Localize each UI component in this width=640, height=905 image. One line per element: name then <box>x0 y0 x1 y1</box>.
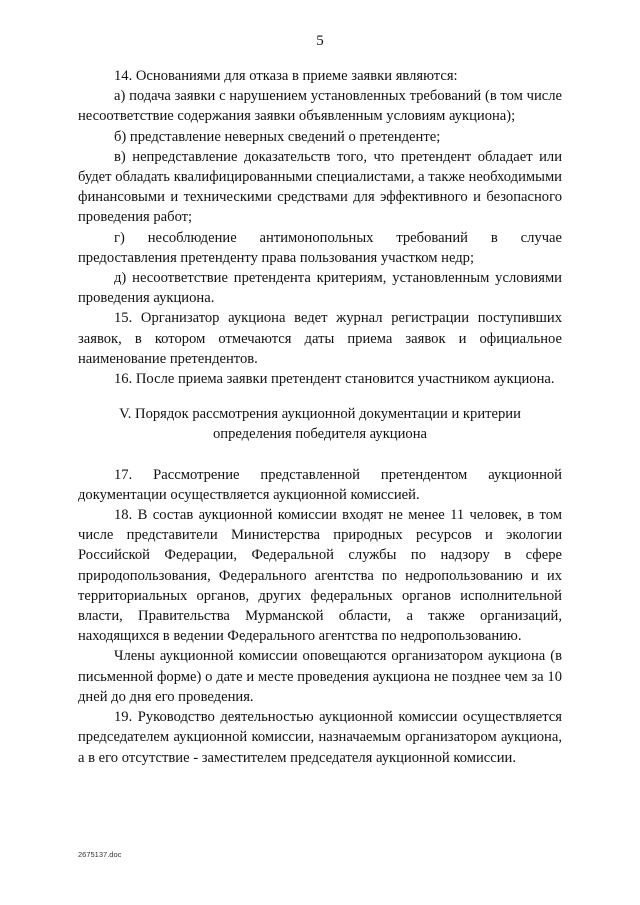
item-v: в) непредставление доказательств того, что претендент обладает или будет обладать квалифицированными специалистами, а также необходимыми финансовыми и техническими средствами для эффективного и безопасного проведения работ; <box>78 148 562 226</box>
paragraph-15: 15. Организатор аукциона ведет журнал регистрации поступивших заявок, в котором отмечаются даты приема заявок и официальное наименование претендентов. <box>78 310 562 367</box>
section-heading-line-1: V. Порядок рассмотрения аукционной документации и критерии <box>119 406 521 423</box>
page-number: 5 <box>316 33 324 49</box>
item-g: г) несоблюдение антимонопольных требований в случае предоставления претенденту права пользования участком недр; <box>78 229 562 266</box>
footer-document-code: 2675137.doc <box>78 850 122 859</box>
item-d: д) несоответствие претендента критериям, установленным условиями проведения аукциона. <box>78 270 562 307</box>
paragraph-commission-members: Члены аукционной комиссии оповещаются организатором аукциона (в письменной форме) о дате и месте проведения аукциона не позднее чем за 10 дней до дня его проведения. <box>78 648 562 705</box>
paragraph-19: 19. Руководство деятельностью аукционной комиссии осуществляется председателем аукционной комиссии, назначаемым организатором аукциона, а в его отсутствие - заместителем председателя аукционной комиссии. <box>78 709 562 766</box>
paragraph-18: 18. В состав аукционной комиссии входят не менее 11 человек, в том числе представители Министерства природных ресурсов и экологии Российской Федерации, Федеральной службы по надзору в сфере природопользования, Федерального агентства по недропользованию и их территориальных органов, других федеральных органов исполнительной власти, Правительства Мурманской области, а также организаций, находящихся в ведении Федерального агентства по недропользованию. <box>78 507 562 645</box>
document-body <box>78 66 562 768</box>
paragraph-16: 16. После приема заявки претендент становится участником аукциона. <box>114 371 555 388</box>
item-b: б) представление неверных сведений о претенденте; <box>114 128 441 145</box>
section-heading <box>78 404 562 444</box>
item-a: а) подача заявки с нарушением установленных требований (в том числе несоответствие содержания заявки объявленным условиям аукциона); <box>78 88 562 125</box>
paragraph-17: 17. Рассмотрение представленной претендентом аукционной документации осуществляется аукционной комиссией. <box>78 466 562 503</box>
paragraph-14: 14. Основаниями для отказа в приеме заявки являются: <box>114 68 458 84</box>
section-heading-line-2: определения победителя аукциона <box>212 426 428 443</box>
